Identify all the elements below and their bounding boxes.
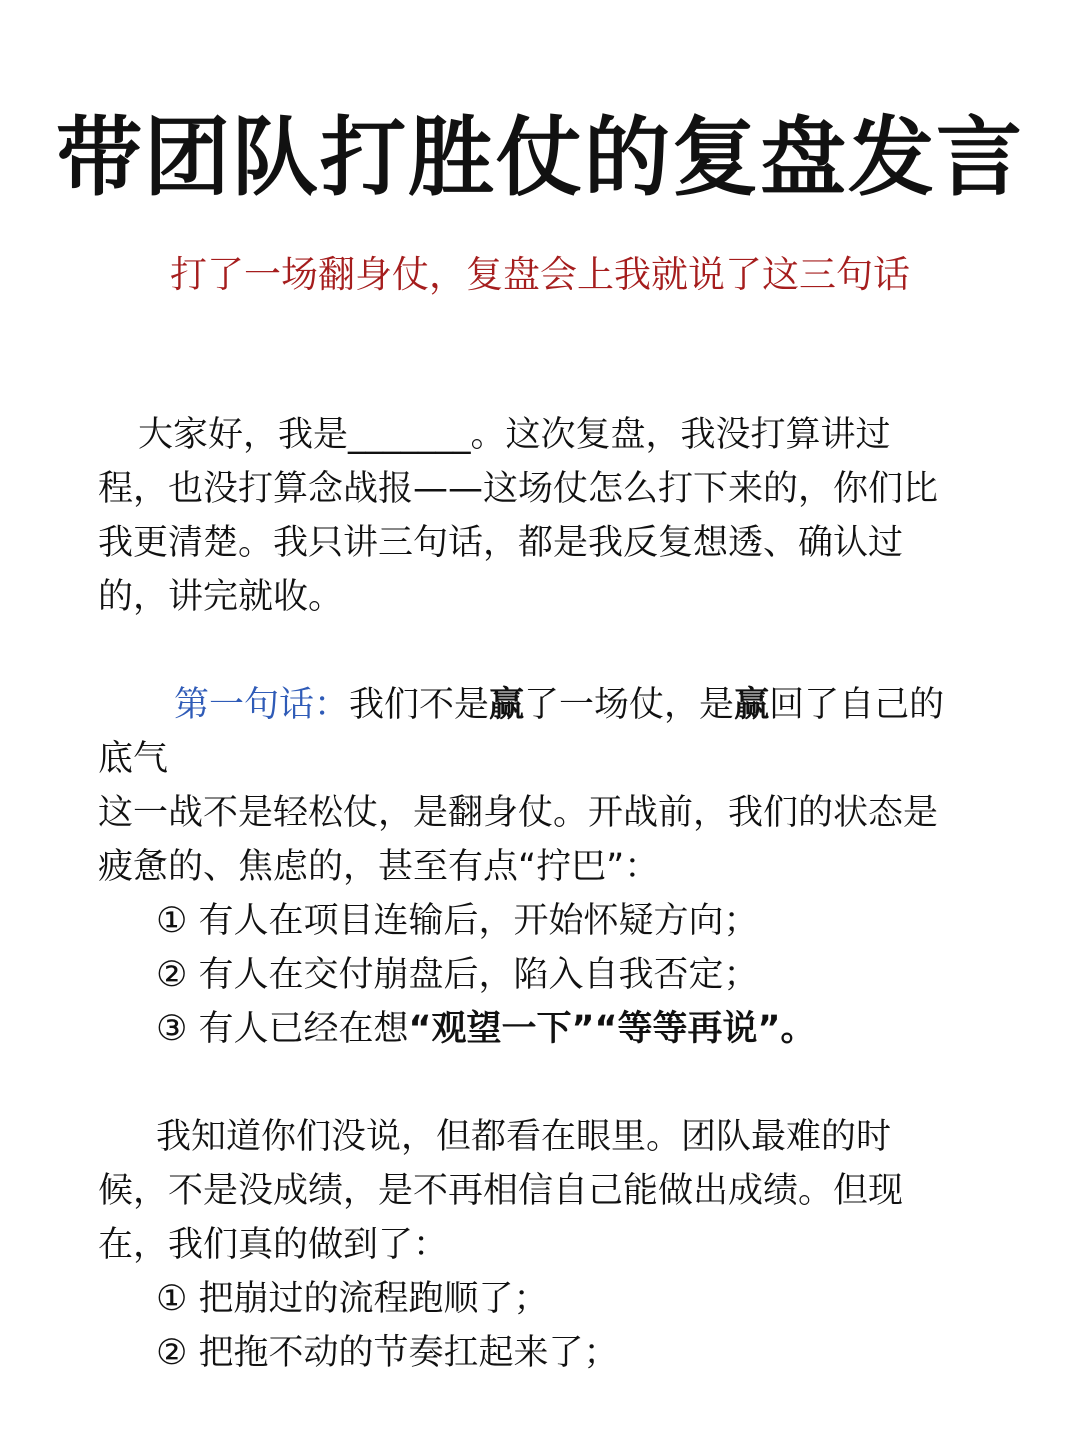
section-1-heading-part-c: 了一场仗，是 — [524, 685, 735, 725]
article-body — [98, 408, 998, 1380]
page-title: 带团队打胜仗的复盘发言 — [56, 108, 1024, 208]
list-item-3-text: ③ 有人已经在想 — [156, 1009, 409, 1049]
intro-line-1: 大家好，我是_______。这次复盘，我没打算讲过 — [138, 415, 891, 455]
section-1-paragraph-line-2: 疲惫的、焦虑的，甚至有点“拧巴”： — [98, 847, 660, 887]
section-1-paragraph-line-3: 我知道你们没说，但都看在眼里。团队最难的时 — [156, 1117, 892, 1157]
section-1-paragraph-line-4: 候，不是没成绩，是不再相信自己能做出成绩。但现 — [98, 1171, 904, 1211]
section-1-heading-cont: 底气 — [98, 739, 169, 779]
list-item — [98, 1002, 998, 1056]
page-subtitle: 打了一场翻身仗，复盘会上我就说了这三句话 — [170, 253, 910, 296]
paragraph-gap — [98, 624, 998, 678]
list-item: ② 把拖不动的节奏扛起来了； — [156, 1333, 619, 1373]
section-1-heading — [98, 678, 998, 732]
section-1-label: 第一句话： — [174, 685, 350, 725]
paragraph-gap — [98, 1056, 998, 1110]
section-1-heading-part-a: 我们不是 — [349, 685, 490, 725]
list-item-3-emphasis: “观望一下”“等等再说”。 — [408, 1009, 816, 1049]
section-1-heading-part-e: 回了自己的 — [769, 685, 945, 725]
list-item: ② 有人在交付崩盘后，陷入自我否定； — [156, 955, 759, 995]
intro-line-4: 的，讲完就收。 — [98, 577, 344, 617]
list-item: ① 有人在项目连输后，开始怀疑方向； — [156, 901, 759, 941]
section-1-heading-emphasis-1: 赢 — [489, 685, 525, 725]
section-1-heading-emphasis-2: 赢 — [734, 685, 770, 725]
intro-line-2: 程，也没打算念战报——这场仗怎么打下来的，你们比 — [98, 469, 939, 509]
list-item: ① 把崩过的流程跑顺了； — [156, 1279, 549, 1319]
intro-line-3: 我更清楚。我只讲三句话，都是我反复想透、确认过 — [98, 523, 904, 563]
section-1-paragraph-line-5: 在，我们真的做到了： — [98, 1225, 449, 1265]
section-1-paragraph-line-1: 这一战不是轻松仗，是翻身仗。开战前，我们的状态是 — [98, 793, 939, 833]
